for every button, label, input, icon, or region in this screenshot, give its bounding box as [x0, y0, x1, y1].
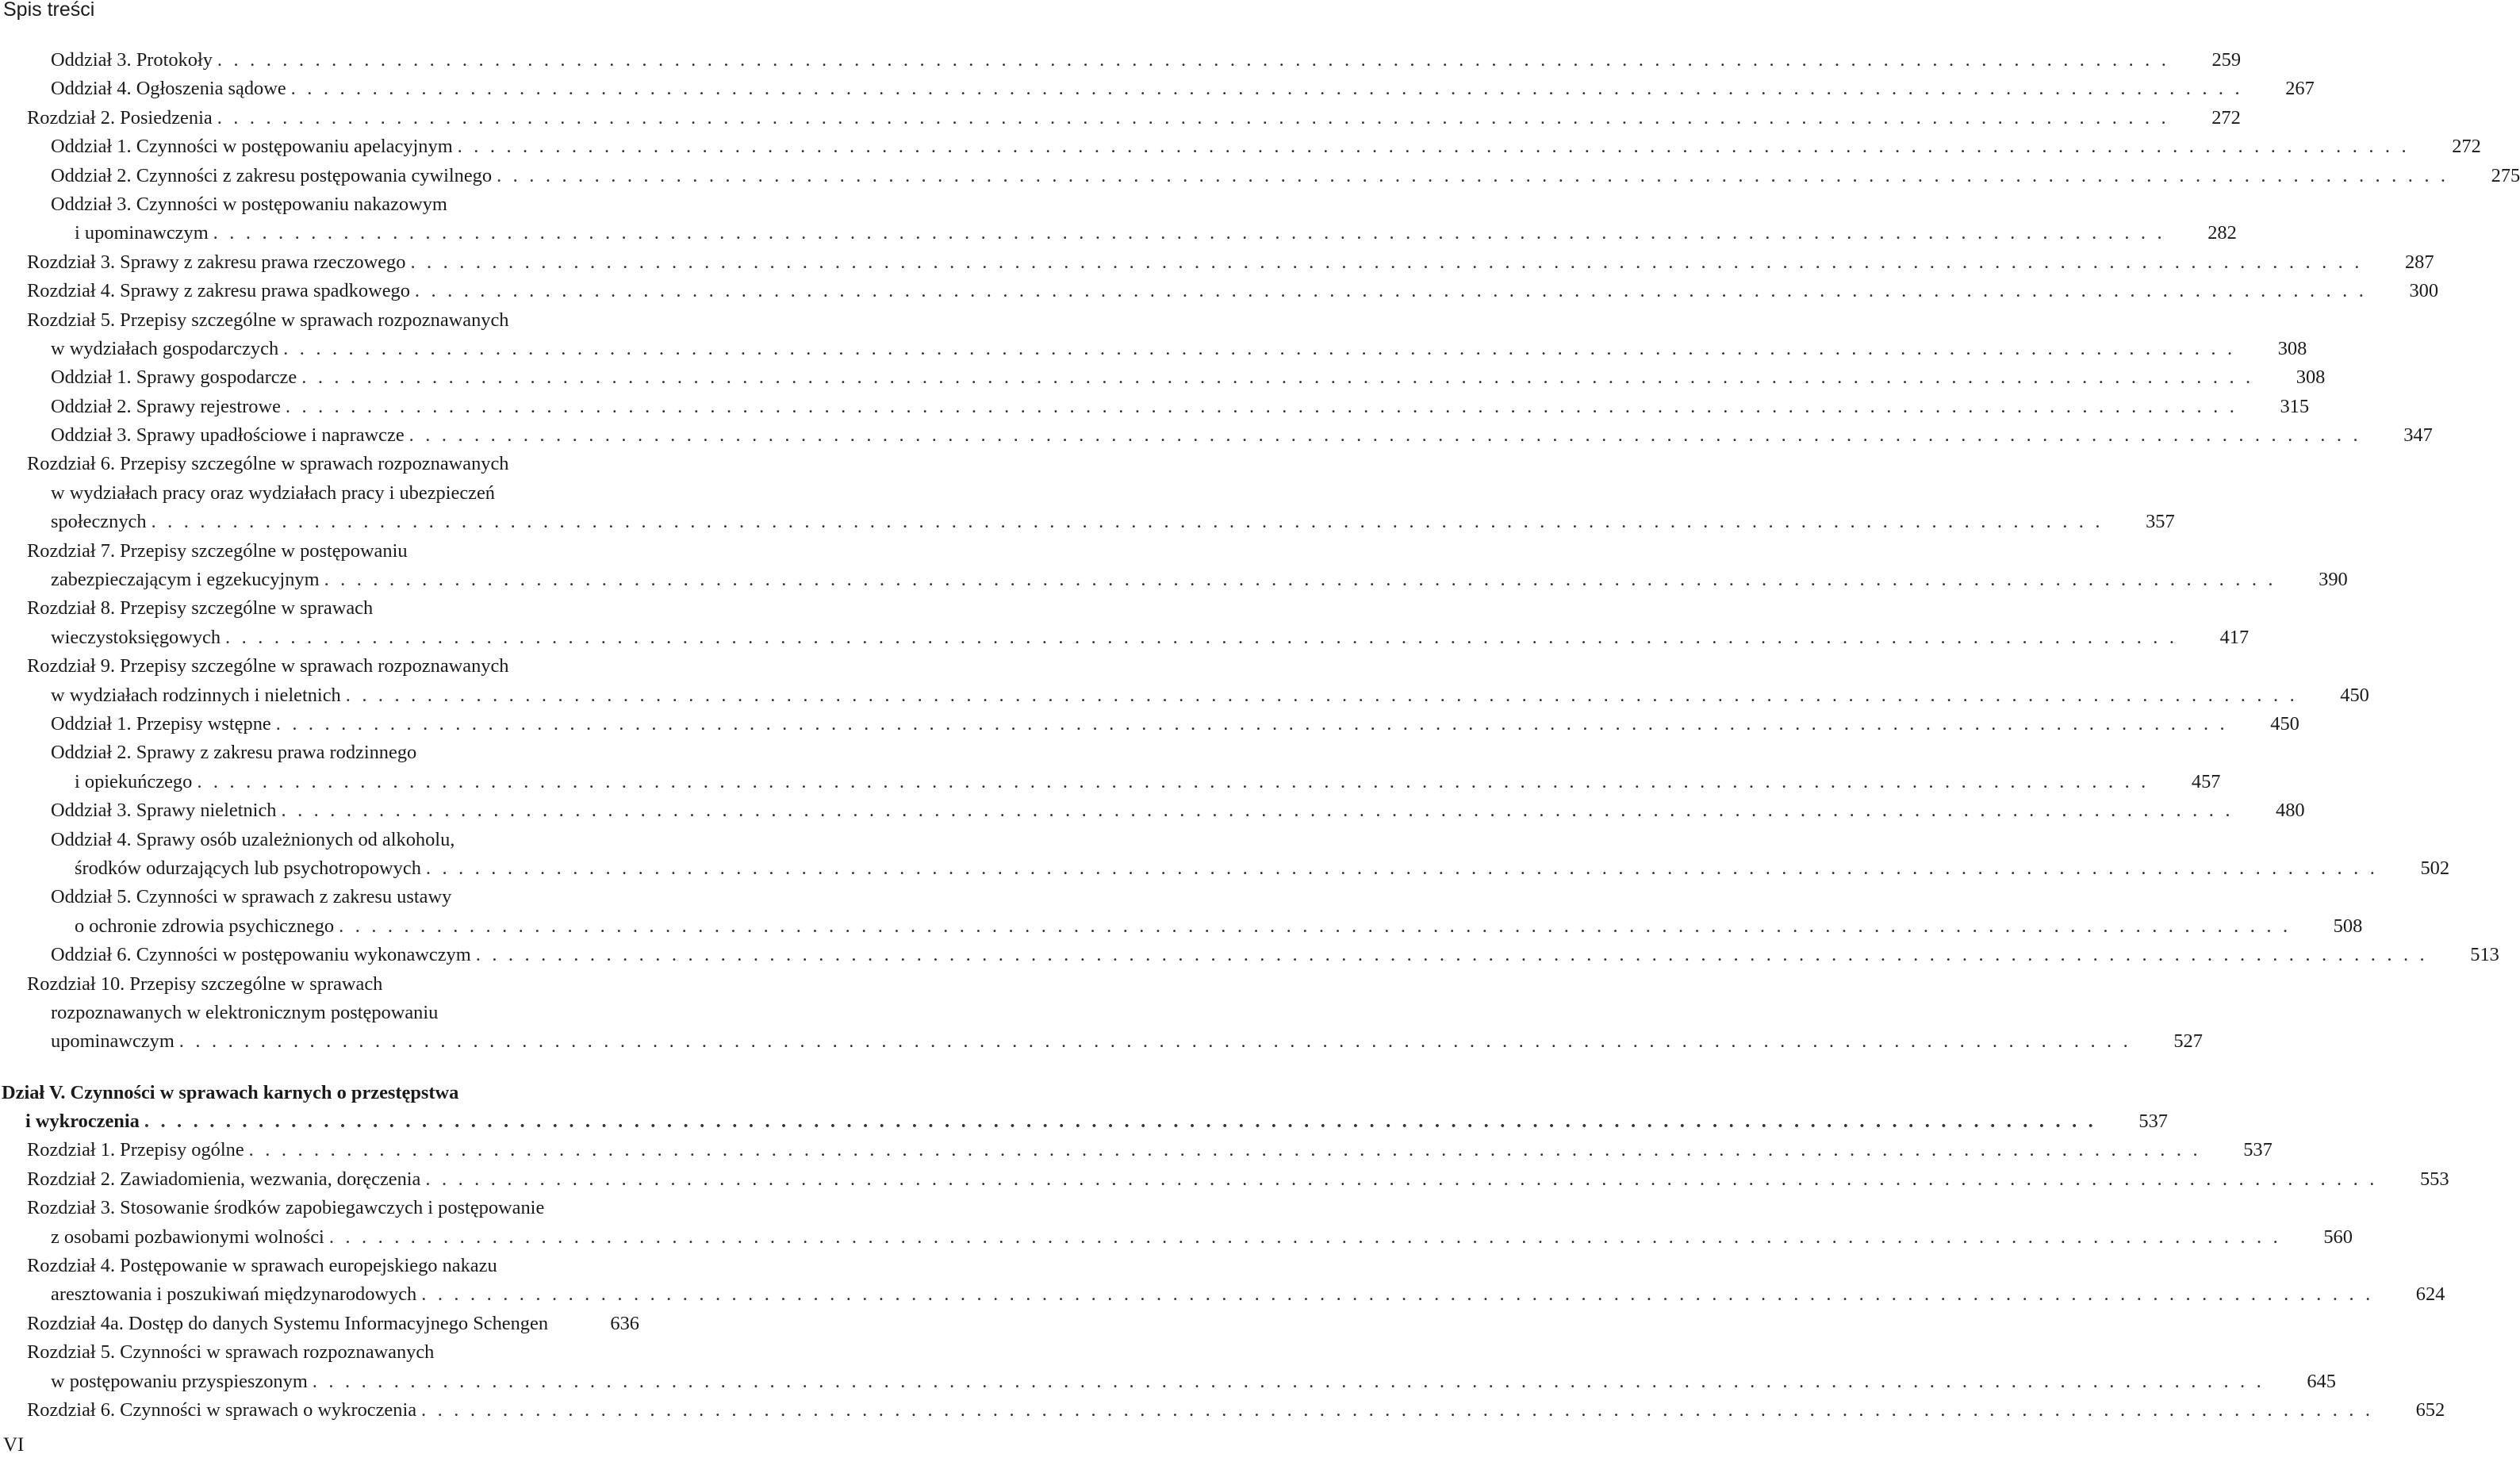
toc-entry[interactable]: [0, 1194, 2353, 1252]
toc-entry[interactable]: [0, 738, 2221, 796]
toc-entry[interactable]: [0, 421, 2433, 450]
dot-leader: . . . . . . . . . . . . . . . . . . . . . . . . . . . . . . . . . . . . . . . . . . . . . . . . . . . . . . . . . . . . . . . . . . . . . . . . . . . . . . . . . . . . . . . . . . . . . . . . . . . . . . . . . . . . . . . . . . . . . . . .: [328, 1226, 2281, 1248]
toc-entry-page: 450: [2340, 684, 2369, 706]
toc-entry-page: 480: [2276, 800, 2305, 822]
toc-entry-page: 553: [2419, 1168, 2449, 1190]
dot-leader: . . . . . . . . . . . . . . . . . . . . . . . . . . . . . . . . . . . . . . . . . . . . . . . . . . . . . . . . . . . . . . . . . . . . . . . . . . . . . . . . . . . . . . . . . . . . . . . . . . . . . . . . . . . . . . . . . . . . . . . .: [457, 136, 2410, 158]
table-of-contents: [0, 46, 2520, 1425]
page-number: VI: [3, 1434, 25, 1456]
toc-entry[interactable]: [0, 1079, 2168, 1137]
toc-entry[interactable]: [0, 393, 2310, 421]
dot-leader: . . . . . . . . . . . . . . . . . . . . . . . . . . . . . . . . . . . . . . . . . . . . . . . . . . . . . . . . . . . . . . . . . . . . . . . . . . . . . . . . . . . . . . . . . . . . . . . . . . . . . . . . . . . . . . . . . . . . . . . .: [178, 1030, 2131, 1053]
toc-entry[interactable]: [0, 1310, 761, 1338]
toc-entry-page: 502: [2420, 857, 2450, 879]
dot-leader: . . . . . . . . . . . . . . . . . . . . . . . . . . . . . . . . . . . . . . . . . . . . . . . . . . . . . . . . . . . . . . . . . . . . . . . . . . . . . . . . . . . . . . . . . . . . . . . . . . . . . . . . . . . . . . . . . . . . . . . .: [339, 915, 2292, 937]
dot-leader: . . . . . . . . . . . . . . . . . . . . . . . . . . . . . . . . . . . . . . . . . . . . . . . . . . . . . . . . . . . . . . . . . . . . . . . . . . . . . . . . . . . . . . . . . . . . . . . . . . . . . . . . . . . . . . . . . . . . . . . .: [421, 1398, 2374, 1421]
toc-entry-title: Oddział 2. Sprawy z zakresu prawa rodzinnego: [51, 742, 417, 764]
dot-leader: . . . . . . . . . . . . . . . . . . . . . . . . . . . . . . . . . . . . . . . . . . . . . . . . . . . . . . . . . . . . . . . . . . . . . . . . . . . . . . . . . . . . . . . . . . . . . . . . . . . . . . . . . . . . . . . . . . . . . . . .: [285, 395, 2238, 417]
toc-entry-title: Rozdział 2. Zawiadomienia, wezwania, doręczenia: [27, 1165, 420, 1194]
toc-entry-title: Rozdział 2. Posiedzenia: [27, 104, 213, 132]
toc-entry[interactable]: [0, 710, 2299, 738]
toc-entry[interactable]: [0, 1252, 2445, 1310]
toc-entry-title: Oddział 3. Sprawy nieletnich: [51, 796, 276, 825]
toc-entry-title: Oddział 1. Sprawy gospodarcze: [51, 363, 297, 392]
toc-entry-page: 308: [2296, 366, 2326, 389]
toc-entry[interactable]: [0, 1165, 2449, 1194]
toc-entry[interactable]: [0, 162, 2520, 190]
toc-entry-title: społecznych: [51, 508, 147, 536]
toc-entry-title: Oddział 4. Ogłoszenia sądowe: [51, 75, 286, 103]
toc-entry[interactable]: [0, 883, 2363, 941]
toc-entry[interactable]: [0, 363, 2326, 392]
dot-leader: . . . . . . . . . . . . . . . . . . . . . . . . . . . . . . . . . . . . . . . . . . . . . . . . . . . . . . . . . . . . . . . . . . . . . . . . . . . . . . . . . . . . . . . . . . . . . . . . . . . . . . . . . . . . . . . . . . . . . . . .: [213, 222, 2165, 244]
toc-entry[interactable]: [0, 594, 2250, 652]
dot-leader: . . . . . . . . . . . . . . . . . . . . . . . . . . . . . . . . . . . . . . . . . . . . . . . . . . . . . . . . . . . . . . . . . . . . . . . . . . . . . . . . . . . . . . . . . . . . . . . . . . . . . . . . . . . . . . . . . . . . . . . .: [283, 337, 2236, 359]
toc-entry-title: upominawczym: [51, 1027, 175, 1056]
toc-entry-title: w wydziałach rodzinnych i nieletnich: [51, 681, 341, 710]
toc-entry-title: wieczystoksięgowych: [51, 623, 221, 652]
toc-entry-title: Rozdział 4. Sprawy z zakresu prawa spadkowego: [27, 277, 410, 305]
toc-entry-title: i opiekuńczego: [75, 768, 192, 796]
toc-entry-title: w wydziałach gospodarczych: [51, 335, 278, 363]
toc-entry-page: 537: [2243, 1139, 2273, 1161]
toc-entry[interactable]: [0, 104, 2241, 132]
toc-entry-title: Oddział 3. Sprawy upadłościowe i naprawcze: [51, 421, 405, 450]
toc-entry-title: Rozdział 3. Sprawy z zakresu prawa rzeczowego: [27, 248, 405, 277]
dot-leader: . . . . . . . . . . . . . . . . . . . . . . . . . . . . . . . . . . . . . . . . . . . . . . . . . . . . . . . . . . . . . . . . . . . . . . . . . . . . . . . . . . . . . . . . . . . . . . . . . . . . . . . . . . . . . . . . . . . . . . . .: [497, 164, 2449, 186]
toc-entry-title: Rozdział 9. Przepisy szczególne w sprawach rozpoznawanych: [27, 655, 509, 677]
dot-leader: . . . . . . . . . . . . . . . . . . . . . . . . . . . . . . . . . . . . . . . . . . . . . . . . . . . . . . . . . . . . . . . . . . . . . . . . . . . . . . . . . . . . . . . . . . . . . . . . . . . . . . . . . . . . . . . . . . . . . . . .: [425, 1168, 2378, 1190]
toc-entry-title: Rozdział 5. Czynności w sprawach rozpoznawanych: [27, 1341, 435, 1364]
dot-leader: . . . . . . . . . . . . . . . . . . . . . . . . . . . . . . . . . . . . . . . . . . . . . . . . . . . . . . . . . . . . . . . . . . . . . . . . . . . . . . . . . . . . . . . . . . . . . . . . . . . . . . . . . . . . . . . . . . . . . . . .: [425, 857, 2379, 879]
toc-entry-page: 457: [2191, 770, 2221, 792]
toc-entry-page: 267: [2285, 78, 2315, 100]
toc-entry-page: 645: [2307, 1370, 2336, 1392]
toc-entry-title: Rozdział 7. Przepisy szczególne w postępowaniu: [27, 539, 408, 562]
toc-entry-title: i upominawczym: [75, 219, 209, 247]
toc-entry-page: 275: [2491, 164, 2520, 186]
toc-entry-title: w postępowaniu przyspieszonym: [51, 1368, 308, 1396]
dot-leader: . . . . . . . . . . . . . . . . . . . . . . . . . . . . . . . . . . . . . . . . . . . . . . . . . . . . . . . . . . . . . . . . . . . . . . . . . . . . . . . . . . . . . . . . . . . . . . . . . . . . . . . . . . . . . . . . . . . . . . . .: [217, 49, 2170, 71]
dot-leader: . . . . . . . . . . . . . . . . . . . . . . . . . . . . . . . . . . . . . . . . . . . . . . . . . . . . . . . . . . . . . . . . . . . . . . . . . . . . . . . . . . . . . . . . . . . . . . . . . . . . . . . . . . . . . . . . . . . . . . . .: [475, 944, 2428, 966]
dot-leader: . . . . . . . . . . . . . . . . . . . . . . . . . . . . . . . . . . . . . . . . . . . . . . . . . . . . . . . . . . . . . . . . . . . . . . . . . . . . . . . . . . . . . . . . . . . . . . . . . . . . . . . . . . . . . . . . . . . . . . . .: [414, 280, 2368, 302]
toc-entry-page: 513: [2470, 944, 2499, 966]
toc-entry-page: 652: [2415, 1398, 2445, 1421]
toc-entry-title: Oddział 2. Sprawy rejestrowe: [51, 393, 281, 421]
toc-entry-title: Rozdział 3. Stosowanie środków zapobiegawczych i postępowanie: [27, 1197, 545, 1219]
toc-entry-title: Oddział 2. Czynności z zakresu postępowania cywilnego: [51, 162, 492, 190]
toc-entry-page: 527: [2173, 1030, 2203, 1053]
toc-entry-title: Oddział 3. Czynności w postępowaniu nakazowym: [51, 193, 447, 215]
toc-entry[interactable]: [0, 826, 2450, 884]
toc-entry-title: Oddział 1. Czynności w postępowaniu apelacyjnym: [51, 132, 453, 161]
dot-leader: . . . . . . . . . . . . . . . . . . . . . . . . . . . . . . . . . . . . . . . . . . . . . . . . . . . . . . . . . . . . . . . . . . . . . . . . . . . . . . . . . . . . . . . . . . . . . . . . . . . . . . . . . . . . . . . . . . . . . . . .: [345, 684, 2298, 706]
toc-entry-title: Oddział 6. Czynności w postępowaniu wykonawczym: [51, 941, 471, 969]
dot-leader: . . . . . . . . . . . . . . . . . . . . . . . . . . . . . . . . . . . . . . . . . . . . . . . . . . . . . . . . . . . . . . . . . . . . . . . . . . . . . . . . . . . . . . . . . . . . . . . . . . . . . . . . . . . . . . . . . . . . . . . .: [275, 712, 2228, 735]
toc-entry-title: Oddział 5. Czynności w sprawach z zakresu ustawy: [51, 886, 452, 908]
dot-leader: . . . . . . . . . . . . . . . . . . . . . . . . . . . . . . . . . . . . . . . . . . . . . . . . . . . . . . . . . . . . . . . . . . . . . . . . . . . . . . . . . . . . . . . . . . . . . . . . . . . . . . . . . . . . . . . . . . . . . . . .: [144, 1111, 2096, 1133]
toc-entry-title: Rozdział 1. Przepisy ogólne: [27, 1136, 244, 1164]
toc-entry-title: Rozdział 6. Czynności w sprawach o wykroczenia: [27, 1396, 416, 1425]
toc-entry-title: Oddział 1. Przepisy wstępne: [51, 710, 271, 738]
toc-entry[interactable]: [0, 652, 2369, 710]
toc-entry-title: Rozdział 6. Przepisy szczególne w sprawach rozpoznawanych: [27, 453, 509, 475]
toc-entry[interactable]: [0, 277, 2439, 305]
toc-entry-page: 272: [2211, 106, 2241, 129]
toc-entry-page: 282: [2207, 222, 2237, 244]
toc-entry[interactable]: [0, 1396, 2445, 1425]
toc-entry-page: 308: [2277, 337, 2307, 359]
toc-entry-title: z osobami pozbawionymi wolności: [51, 1223, 324, 1252]
toc-entry[interactable]: [0, 450, 2175, 536]
toc-entry-title: Rozdział 4. Postępowanie w sprawach europejskiego nakazu: [27, 1255, 497, 1277]
toc-entry-title: zabezpieczającym i egzekucyjnym: [51, 566, 320, 594]
toc-entry[interactable]: [0, 46, 2242, 75]
toc-entry-page: 636: [610, 1312, 639, 1334]
toc-entry-page: 287: [2404, 251, 2434, 273]
running-header: Spis treści: [3, 0, 95, 21]
toc-entry-page: 272: [2452, 136, 2481, 158]
toc-entry-page: 259: [2211, 49, 2242, 71]
toc-entry-title: i wykroczenia: [25, 1107, 140, 1136]
dot-leader: . . . . . . . . . . . . . . . . . . . . . . . . . . . . . . . . . . . . . . . . . . . . . . . . . . . . . . . . . . . . . . . . . . . . . . . . . . . . . . . . . . . . . . . . . . . . . . . . . . . . . . . . . . . . . . . . . . . . . . . .: [301, 366, 2254, 389]
toc-entry[interactable]: [0, 248, 2434, 277]
toc-entry-title: Rozdział 4a. Dostęp do danych Systemu Informacyjnego Schengen: [27, 1310, 548, 1338]
toc-entry-page: 417: [2219, 626, 2250, 648]
toc-entry-page: 315: [2280, 395, 2310, 417]
toc-entry[interactable]: [0, 970, 2203, 1057]
toc-entry[interactable]: [0, 1338, 2336, 1396]
toc-entry-page: 347: [2403, 424, 2433, 447]
toc-entry-page: 450: [2270, 712, 2299, 735]
dot-leader: . . . . . . . . . . . . . . . . . . . . . . . . . . . . . . . . . . . . . . . . . . . . . . . . . . . . . . . . . . . . . . . . . . . . . . . . . . . . . . . . . . . . . . . . . . . . . . . . . . . . . . . . . . . . . . . . . . . . . . . .: [324, 569, 2276, 591]
toc-entry-page: 300: [2409, 280, 2439, 302]
toc-entry-title: Rozdział 5. Przepisy szczególne w sprawach rozpoznawanych: [27, 309, 509, 331]
toc-entry-title: w wydziałach pracy oraz wydziałach pracy i ubezpieczeń: [51, 481, 495, 504]
dot-leader: . . . . . . . . . . . . . . . . . . . . . . . . . . . . . . . . . . . . . . . . . . . . . . . . . . . . . . . . . . . . . . . . . . . . . . . . . . . . . . . . . . . . . . . . . . . . . . . . . . . . . . . . . . . . . . . . . . . . . . . .: [290, 78, 2243, 100]
dot-leader: . . . . . . . . . . . . . . . . . . . . . . . . . . . . . . . . . . . . . . . . . . . . . . . . . . . . . . . . . . . . . . . . . . . . . . . . . . . . . . . . . . . . . . . . . . . . . . . . . . . . . . . . . . . . . . . . . . . . . . . .: [225, 626, 2178, 648]
toc-entry[interactable]: [0, 796, 2305, 825]
toc-entry[interactable]: [0, 1136, 2273, 1164]
toc-entry-title: Oddział 4. Sprawy osób uzależnionych od alkoholu,: [51, 828, 455, 850]
dot-leader: . . . . . . . . . . . . . . . . . . . . . . . . . . . . . . . . . . . . . . . . . . . . . . . . . . . . . . . . . . . . . . . . . . . . . . . . . . . . . . . . . . . . . . . . . . . . . . . . . . . . . . . . . . . . . . . . . . . . . . . .: [410, 251, 2363, 273]
toc-entry-title: o ochronie zdrowia psychicznego: [75, 912, 334, 941]
dot-leader: . . . . . . . . . . . . . . . . . . . . . . . . . . . . . . . . . . . . . . . . . . . . . . . . . . . . . . . . . . . . . . . . . . . . . . . . . . . . . . . . . . . . . . . . . . . . . . . . . . . . . . . . . . . . . . . . . . . . . . . .: [217, 106, 2169, 129]
toc-entry-title: rozpoznawanych w elektronicznym postępowaniu: [51, 1001, 439, 1023]
toc-entry-title: Oddział 3. Protokoły: [51, 46, 213, 75]
toc-entry[interactable]: [0, 306, 2307, 364]
toc-entry-page: 357: [2146, 511, 2175, 533]
toc-entry-page: 508: [2333, 915, 2363, 937]
dot-leader: . . . . . . . . . . . . . . . . . . . . . . . . . . . . . . . . . . . . . . . . . . . . . . . . . . . . . . . . . . . . . . . . . . . . . . . . . . . . . . . . . . . . . . . . . . . . . . . . . . . . . . . . . . . . . . . . . . . . . . . .: [281, 800, 2234, 822]
toc-entry-title: aresztowania i poszukiwań międzynarodowych: [51, 1280, 416, 1309]
toc-entry-page: 390: [2319, 569, 2348, 591]
toc-entry-page: 624: [2415, 1283, 2445, 1306]
toc-entry-title: Dział V. Czynności w sprawach karnych o przestępstwa: [2, 1081, 459, 1103]
dot-leader: . . . . . . . . . . . . . . . . . . . . . . . . . . . . . . . . . . . . . . . . . . . . . . . . . . . . . . . . . . . . . . . . . . . . . . . . . . . . . . . . . . . . . . . . . . . . . . . . . . . . . . . . . . . . . . . . . . . . . . . .: [248, 1139, 2201, 1161]
toc-entry[interactable]: [0, 75, 2315, 103]
dot-leader: . . . . . . . . . . . . . . . . . . . . . . . . . . . . . . . . . . . . . . . . . . . . . . . . . . . . . . . . . . . . . . . . . . . . . . . . . . . . . . . . . . . . . . . . . . . . . . . . . . . . . . . . . . . . . . . . . . . . . . . .: [312, 1370, 2265, 1392]
toc-entry[interactable]: [0, 537, 2348, 595]
toc-entry-title: środków odurzających lub psychotropowych: [75, 854, 421, 883]
toc-entry-title: Rozdział 10. Przepisy szczególne w sprawach: [27, 973, 383, 995]
toc-entry-page: 560: [2323, 1226, 2353, 1248]
dot-leader: . . . . . . . . . . . . . . . . . . . . . . . . . . . . . . . . . . . . . . . . . . . . . . . . . . . . . . . . . . . . . . . . . . . . . . . . . . . . . . . . . . . . . . . . . . . . . . . . . . . . . . . . . . . . . . . . . . . . . . . .: [197, 770, 2150, 792]
toc-entry[interactable]: [0, 132, 2481, 161]
toc-entry-title: Rozdział 8. Przepisy szczególne w sprawach: [27, 597, 374, 620]
toc-entry-page: 537: [2138, 1111, 2168, 1133]
dot-leader: . . . . . . . . . . . . . . . . . . . . . . . . . . . . . . . . . . . . . . . . . . . . . . . . . . . . . . . . . . . . . . . . . . . . . . . . . . . . . . . . . . . . . . . . . . . . . . . . . . . . . . . . . . . . . . . . . . . . . . . .: [151, 511, 2104, 533]
dot-leader: . . . . . . . . . . . . . . . . . . . . . . . . . . . . . . . . . . . . . . . . . . . . . . . . . . . . . . . . . . . . . . . . . . . . . . . . . . . . . . . . . . . . . . . . . . . . . . . . . . . . . . . . . . . . . . . . . . . . . . . .: [408, 424, 2361, 447]
toc-entry[interactable]: [0, 941, 2499, 969]
dot-leader: . . . . . . . . . . . . . . . . . . . . . . . . . . . . . . . . . . . . . . . . . . . . . . . . . . . . . . . . . . . . . . . . . . . . . . . . . . . . . . . . . . . . . . . . . . . . . . . . . . . . . . . . . . . . . . . . . . . . . . . .: [421, 1283, 2374, 1306]
toc-entry[interactable]: [0, 190, 2237, 248]
